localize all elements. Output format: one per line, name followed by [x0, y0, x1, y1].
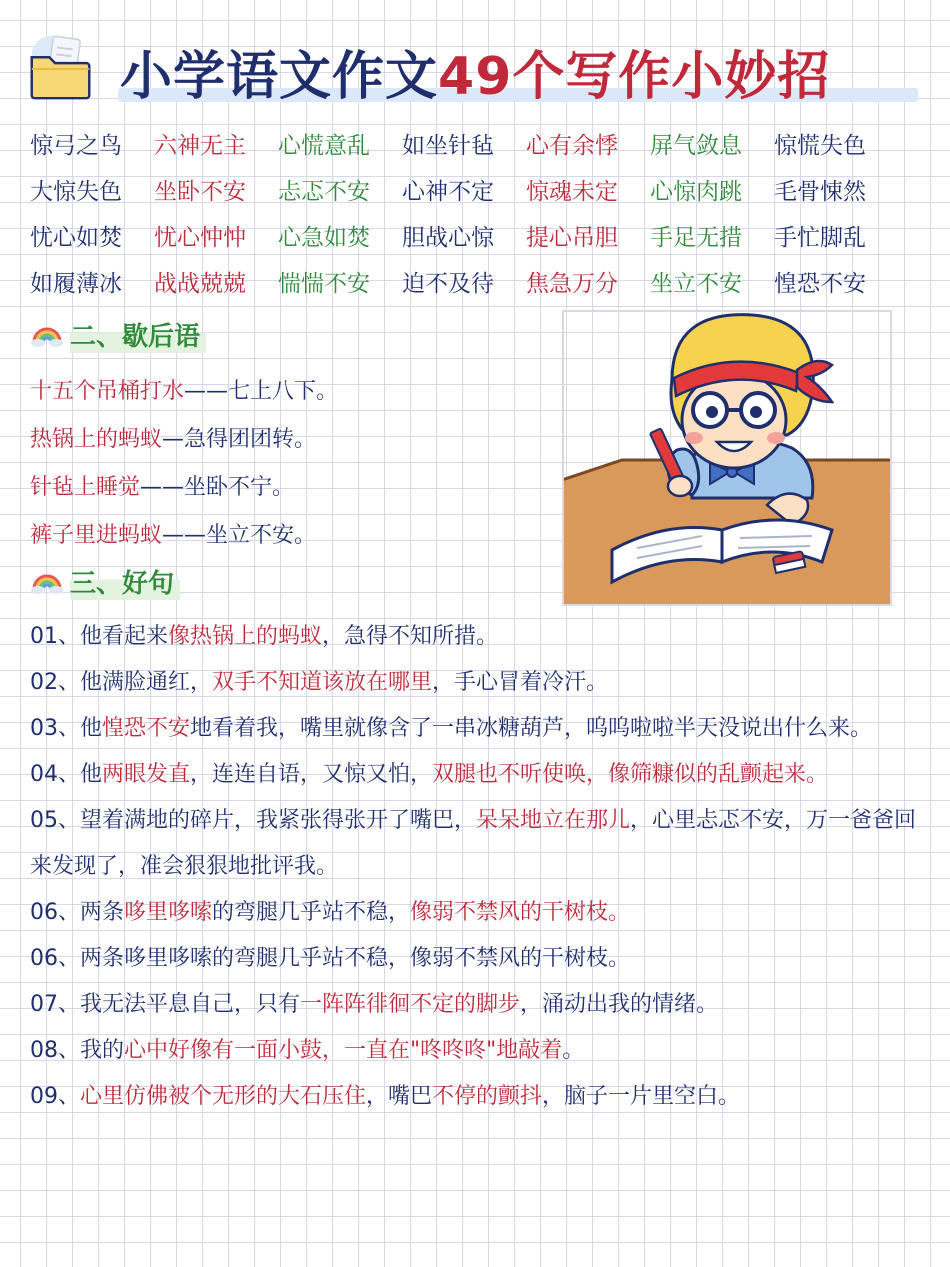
text-segment: ，嘴巴 [366, 1084, 433, 1109]
section-header-xiehouyu [30, 314, 206, 354]
text-segment: 01、他看起来 [30, 624, 168, 649]
text-segment: 十五个吊桶打水 [30, 379, 185, 404]
text-segment: 的弯腿几乎站不稳， [212, 900, 411, 925]
text-segment: 像热锅上的蚂蚁 [168, 624, 323, 649]
text-segment: 裤子里进蚂蚁 [30, 523, 163, 548]
idiom: 大惊失色 [30, 178, 122, 205]
idiom: 战战兢兢 [154, 270, 246, 297]
title-part-1: 小学语文作文 [120, 47, 439, 107]
xiehouyu-list [30, 368, 550, 560]
idiom-row [30, 120, 910, 166]
idiom: 如履薄冰 [30, 270, 122, 297]
text-segment: 02、他满脸通红， [30, 670, 212, 695]
title-part-2: 49个写作小妙招 [438, 47, 831, 107]
sentence [30, 614, 920, 660]
text-segment: 一阵阵徘徊不定的脚步 [300, 992, 521, 1017]
folder-icon [22, 28, 100, 106]
text-segment: 心中好像有一面小鼓，一直在"咚咚咚"地敲着 [124, 1038, 563, 1063]
good-sentences-list [30, 614, 920, 1120]
rainbow-icon [30, 567, 64, 595]
sentence [30, 982, 920, 1028]
idiom: 忐忑不安 [278, 178, 370, 205]
sentence [30, 706, 920, 752]
text-segment: 03、他 [30, 716, 102, 741]
sentence [30, 936, 920, 982]
sentence [30, 1028, 920, 1074]
text-segment: 心里仿佛被个无形的大石压住 [80, 1084, 367, 1109]
text-segment: 05、望着满地的碎片，我紧张得张开了嘴巴， [30, 808, 476, 833]
idiom-row [30, 166, 910, 212]
section-title: 三、好句 [70, 563, 180, 600]
header [0, 0, 950, 120]
xiehouyu-line [30, 416, 550, 464]
text-segment: 08、我的 [30, 1038, 124, 1063]
text-segment: 09、 [30, 1084, 80, 1109]
text-segment: 06、两条哆里哆嗦的弯腿几乎站不稳，像弱不禁风的干树枝。 [30, 946, 630, 971]
idiom: 毛骨悚然 [774, 178, 866, 205]
sentence [30, 1074, 920, 1120]
xiehouyu-line [30, 512, 550, 560]
idiom: 心神不定 [402, 178, 494, 205]
text-segment: —急得团团转。 [162, 427, 317, 452]
idiom: 忧心忡忡 [154, 224, 246, 251]
xiehouyu-line [30, 368, 550, 416]
idiom: 坐立不安 [650, 270, 742, 297]
text-segment: ，手心冒着冷汗。 [432, 670, 609, 695]
idiom-row [30, 258, 910, 304]
text-segment: 针毡上睡觉 [30, 475, 141, 500]
text-segment: ——七上八下。 [184, 379, 339, 404]
idiom: 手足无措 [650, 224, 742, 251]
text-segment: 哆里哆嗦 [124, 900, 213, 925]
section-header-good-sentences [30, 561, 180, 601]
text-segment: ——坐立不安。 [162, 523, 317, 548]
sentence [30, 798, 920, 890]
text-segment: 。 [562, 1038, 585, 1063]
page-title [120, 34, 830, 109]
idiom: 六神无主 [154, 132, 246, 159]
idiom: 胆战心惊 [402, 224, 494, 251]
idiom-row [30, 212, 910, 258]
idiom: 惊魂未定 [526, 178, 618, 205]
text-segment: 双腿也不听使唤，像筛糠似的乱颤起来。 [432, 762, 829, 787]
idiom: 焦急万分 [526, 270, 618, 297]
text-segment: ——坐卧不宁。 [140, 475, 295, 500]
idiom: 心急如焚 [278, 224, 370, 251]
idiom: 惊弓之鸟 [30, 132, 122, 159]
text-segment: ，急得不知所措。 [322, 624, 499, 649]
text-segment: 06、两条 [30, 900, 124, 925]
idiom: 惶恐不安 [774, 270, 866, 297]
text-segment: 两眼发直 [102, 762, 191, 787]
text-segment: ，心里忐忑不安，万一爸爸回来发现了，准会狠狠地批评我。 [30, 808, 917, 879]
idiom-grid [30, 120, 910, 304]
idiom: 惴惴不安 [278, 270, 370, 297]
text-segment: 惶恐不安 [102, 716, 191, 741]
text-segment: 地看着我，嘴里就像含了一串冰糖葫芦，呜呜啦啦半天没说出什么来。 [190, 716, 873, 741]
text-segment: 像弱不禁风的干树枝。 [410, 900, 631, 925]
text-segment: 热锅上的蚂蚁 [30, 427, 163, 452]
sentence [30, 890, 920, 936]
text-segment: ，连连自语，又惊又怕， [190, 762, 433, 787]
student-writing-illustration [562, 310, 892, 606]
text-segment: ，脑子一片里空白。 [542, 1084, 741, 1109]
idiom: 如坐针毡 [402, 132, 494, 159]
text-segment: 双手不知道该放在哪里 [212, 670, 433, 695]
idiom: 坐卧不安 [154, 178, 246, 205]
text-segment: ，涌动出我的情绪。 [520, 992, 719, 1017]
idiom: 惊慌失色 [774, 132, 866, 159]
rainbow-icon [30, 320, 64, 348]
idiom: 屏气敛息 [650, 132, 742, 159]
text-segment: 04、他 [30, 762, 102, 787]
idiom: 心有余悸 [526, 132, 618, 159]
idiom: 提心吊胆 [526, 224, 618, 251]
sentence [30, 752, 920, 798]
xiehouyu-line [30, 464, 550, 512]
sentence [30, 660, 920, 706]
idiom: 迫不及待 [402, 270, 494, 297]
section-title: 二、歇后语 [70, 316, 206, 353]
text-segment: 呆呆地立在那儿 [476, 808, 631, 833]
idiom: 忧心如焚 [30, 224, 122, 251]
idiom: 手忙脚乱 [774, 224, 866, 251]
idiom: 心惊肉跳 [650, 178, 742, 205]
text-segment: 不停的颤抖 [432, 1084, 543, 1109]
idiom: 心慌意乱 [278, 132, 370, 159]
text-segment: 07、我无法平息自己，只有 [30, 992, 300, 1017]
